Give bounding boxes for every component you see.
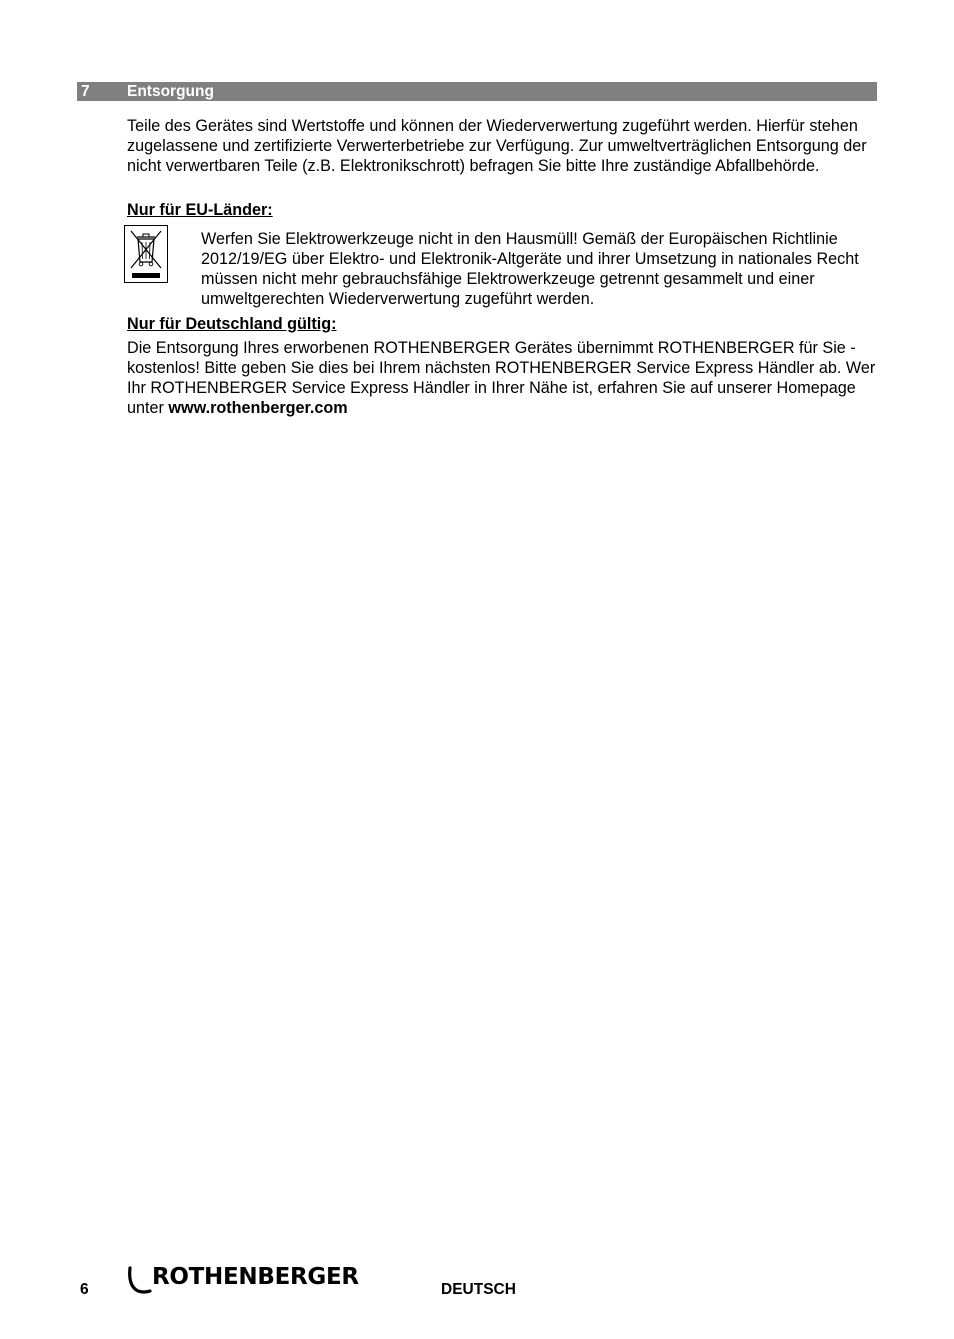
language-label: DEUTSCH [441,1281,516,1298]
homepage-link[interactable]: www.rothenberger.com [168,399,348,417]
logo-wordmark: ROTHENBERGER [152,1264,359,1290]
eu-paragraph: Werfen Sie Elektrowerkzeuge nicht in den Hausmüll! Gemäß der Europäischen Richtlinie 2012/19/EG über Elektro- und Elektronik-Altgeräte und ihrer Umsetzung in nationales Recht müssen nicht mehr gebrauchsfähige Elektrowerkzeuge getrennt gesammelt und einer umweltgerechten Wiederverwertung zugeführt werden. [201,230,859,308]
germany-paragraph [127,338,887,418]
section-title: Entsorgung [127,83,214,100]
rothenberger-logo [126,1262,366,1298]
section-number: 7 [81,83,90,100]
section-header [77,82,877,101]
weee-crossed-bin-icon [124,225,168,283]
intro-paragraph: Teile des Gerätes sind Wertstoffe und können der Wiederverwertung zugeführt werden. Hierfür stehen zugelassene und zertifizierte Verwerterbetriebe zur Verfügung. Zur umweltverträglichen Entsorgung der nicht verwertbaren Teile (z.B. Elektronikschrott) befragen Sie bitte Ihre zuständige Abfallbehörde. [127,117,867,175]
germany-heading: Nur für Deutschland gültig: [127,315,337,333]
eu-heading: Nur für EU-Länder: [127,201,273,219]
page-number: 6 [80,1281,89,1298]
germany-text: Die Entsorgung Ihres erworbenen ROTHENBERGER Gerätes übernimmt ROTHENBERGER für Sie - kostenlos! Bitte geben Sie dies bei Ihrem nächsten ROTHENBERGER Service Express Händler ab. Wer Ihr ROTHENBERGER Service Express Händler in Ihrer Nähe ist, erfahren Sie auf unserer Homepage unter [127,339,876,417]
